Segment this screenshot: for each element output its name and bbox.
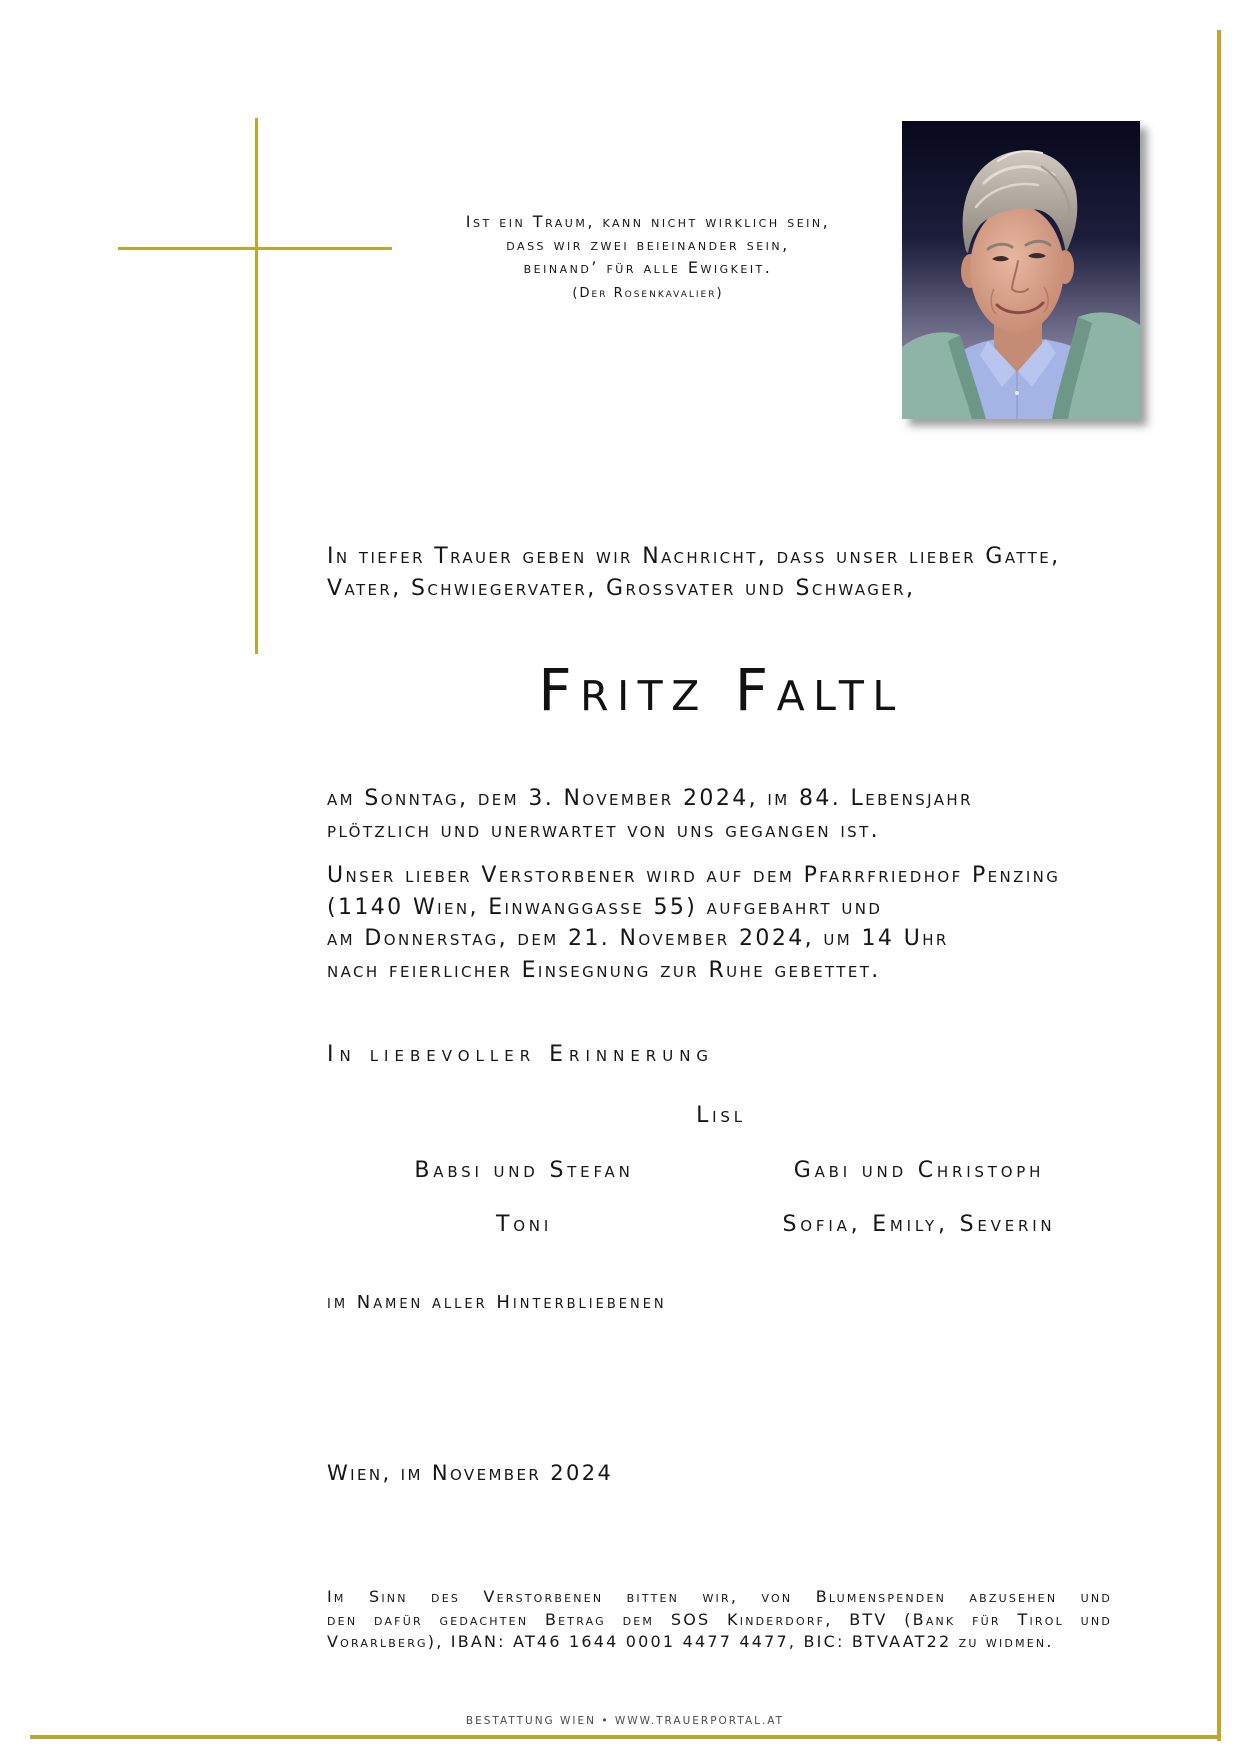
funeral-details	[327, 860, 1060, 986]
announcement-intro	[327, 541, 1061, 605]
on-behalf-line: im Namen aller Hinterbliebenen	[327, 1292, 667, 1313]
funeral-line: (1140 Wien, Einwanggasse 55) aufgebahrt und	[327, 894, 883, 920]
quote	[408, 210, 888, 305]
donation-line: Vorarlberg), IBAN: AT46 1644 0001 4477 4477, BIC: BTVAAT22 zu widmen.	[327, 1632, 1054, 1651]
remembrance-heading: In liebevoller Erinnerung	[327, 1042, 715, 1067]
mourner-left: Toni	[495, 1212, 553, 1237]
quote-line: Ist ein Traum, kann nicht wirklich sein,	[465, 212, 831, 231]
donation-request	[327, 1586, 1112, 1654]
deceased-name: Fritz Faltl	[538, 656, 904, 724]
border-bottom-line	[30, 1735, 1221, 1739]
mourner-right: Gabi und Christoph	[793, 1158, 1045, 1183]
mourner-left: Babsi und Stefan	[414, 1158, 634, 1183]
funeral-line: nach feierlicher Einsegnung zur Ruhe gebettet.	[327, 957, 881, 983]
footer-credit: BESTATTUNG WIEN • WWW.TRAUERPORTAL.AT	[465, 1715, 785, 1727]
mourner-right: Sofia, Emily, Severin	[782, 1212, 1056, 1237]
cross-vertical-bar	[255, 118, 258, 654]
portrait-image	[902, 121, 1140, 419]
cross-horizontal-bar	[118, 247, 392, 250]
quote-line: beinand’ für alle Ewigkeit.	[523, 258, 773, 277]
death-line: am Sonntag, dem 3. November 2024, im 84. Lebensjahr	[327, 786, 973, 811]
place-date: Wien, im November 2024	[327, 1461, 614, 1485]
funeral-line: Unser lieber Verstorbener wird auf dem Pfarrfriedhof Penzing	[327, 863, 1061, 888]
death-details	[327, 783, 973, 847]
mourner-spouse: Lisl	[696, 1103, 746, 1128]
quote-line: dass wir zwei beieinander sein,	[506, 235, 790, 254]
intro-line: Vater, Schwiegervater, Grossvater und Schwager,	[327, 576, 916, 601]
quote-source: (Der Rosenkavalier)	[572, 286, 724, 301]
intro-line: In tiefer Trauer geben wir Nachricht, dass unser lieber Gatte,	[327, 544, 1061, 569]
border-right-line	[1217, 30, 1221, 1741]
donation-line: den dafür gedachten Betrag dem SOS Kinderdorf, BTV (Bank für Tirol und	[327, 1609, 1112, 1629]
donation-line: Im Sinn des Verstorbenen bitten wir, von Blumenspenden abzusehen und	[327, 1587, 1112, 1606]
death-line: plötzlich und unerwartet von uns gegangen ist.	[327, 818, 881, 843]
portrait-photo	[902, 121, 1140, 419]
funeral-line: am Donnerstag, dem 21. November 2024, um 14 Uhr	[327, 926, 949, 951]
